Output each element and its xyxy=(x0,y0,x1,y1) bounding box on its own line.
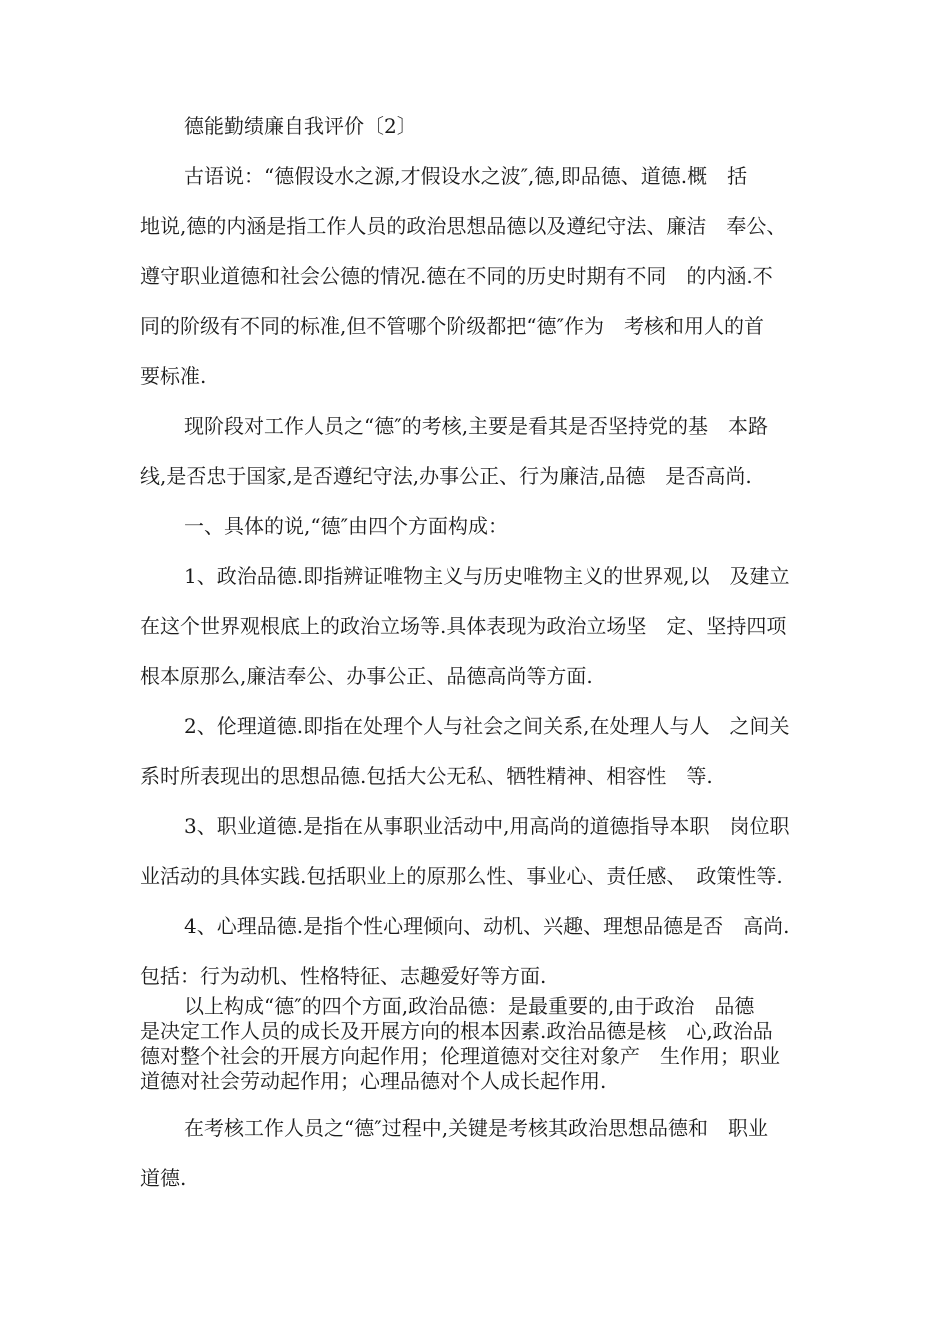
section-heading: 一、具体的说,“德″由四个方面构成： xyxy=(184,514,509,538)
text-line: 德对整个社会的开展方向起作用；伦理道德对交往对象产 生作用；职业 xyxy=(140,1044,780,1068)
text-line: 地说,德的内涵是指工作人员的政治思想品德以及遵纪守法、廉洁 奉公、 xyxy=(140,214,787,238)
text-line: 系时所表现出的思想品德.包括大公无私、牺牲精神、相容性 等. xyxy=(140,764,713,788)
text-line: 以上构成“德″的四个方面,政治品德：是最重要的,由于政治 品德 xyxy=(184,994,755,1018)
text-line: 现阶段对工作人员之“德″的考核,主要是看其是否坚持党的基 本路 xyxy=(184,414,769,438)
text-line: 线,是否忠于国家,是否遵纪守法,办事公正、行为廉洁,品德 是否高尚. xyxy=(140,464,752,488)
document-title: 德能勤绩廉自我评价〔2〕 xyxy=(184,114,417,138)
text-line: 在这个世界观根底上的政治立场等.具体表现为政治立场坚 定、坚持四项 xyxy=(140,614,787,638)
text-line: 3、职业道德.是指在从事职业活动中,用高尚的道德指导本职 岗位职 xyxy=(184,814,790,838)
text-line: 同的阶级有不同的标准,但不管哪个阶级都把“德″作为 考核和用人的首 xyxy=(140,314,765,338)
text-line: 2、伦理道德.即指在处理个人与社会之间关系,在处理人与人 之间关 xyxy=(184,714,790,738)
text-line: 道德对社会劳动起作用；心理品德对个人成长起作用. xyxy=(140,1069,607,1093)
text-line: 业活动的具体实践.包括职业上的原那么性、事业心、责任感、 政策性等. xyxy=(140,864,783,888)
text-line: 4、心理品德.是指个性心理倾向、动机、兴趣、理想品德是否 高尚. xyxy=(184,914,790,938)
text-line: 道德. xyxy=(140,1166,187,1190)
text-line: 遵守职业道德和社会公德的情况.德在不同的历史时期有不同 的内涵.不 xyxy=(140,264,773,288)
text-line: 是决定工作人员的成长及开展方向的根本因素.政治品德是核 心,政治品 xyxy=(140,1019,773,1043)
text-line: 包括：行为动机、性格特征、志趣爱好等方面. xyxy=(140,964,547,988)
text-line: 古语说：“德假设水之源,才假设水之波″,德,即品德、道德.概 括 xyxy=(184,164,748,188)
text-line: 在考核工作人员之“德″过程中,关键是考核其政治思想品德和 职业 xyxy=(184,1116,769,1140)
text-line: 1、政治品德.即指辨证唯物主义与历史唯物主义的世界观,以 及建立 xyxy=(184,564,790,588)
text-line: 根本原那么,廉洁奉公、办事公正、品德高尚等方面. xyxy=(140,664,593,688)
text-line: 要标准. xyxy=(140,364,207,388)
